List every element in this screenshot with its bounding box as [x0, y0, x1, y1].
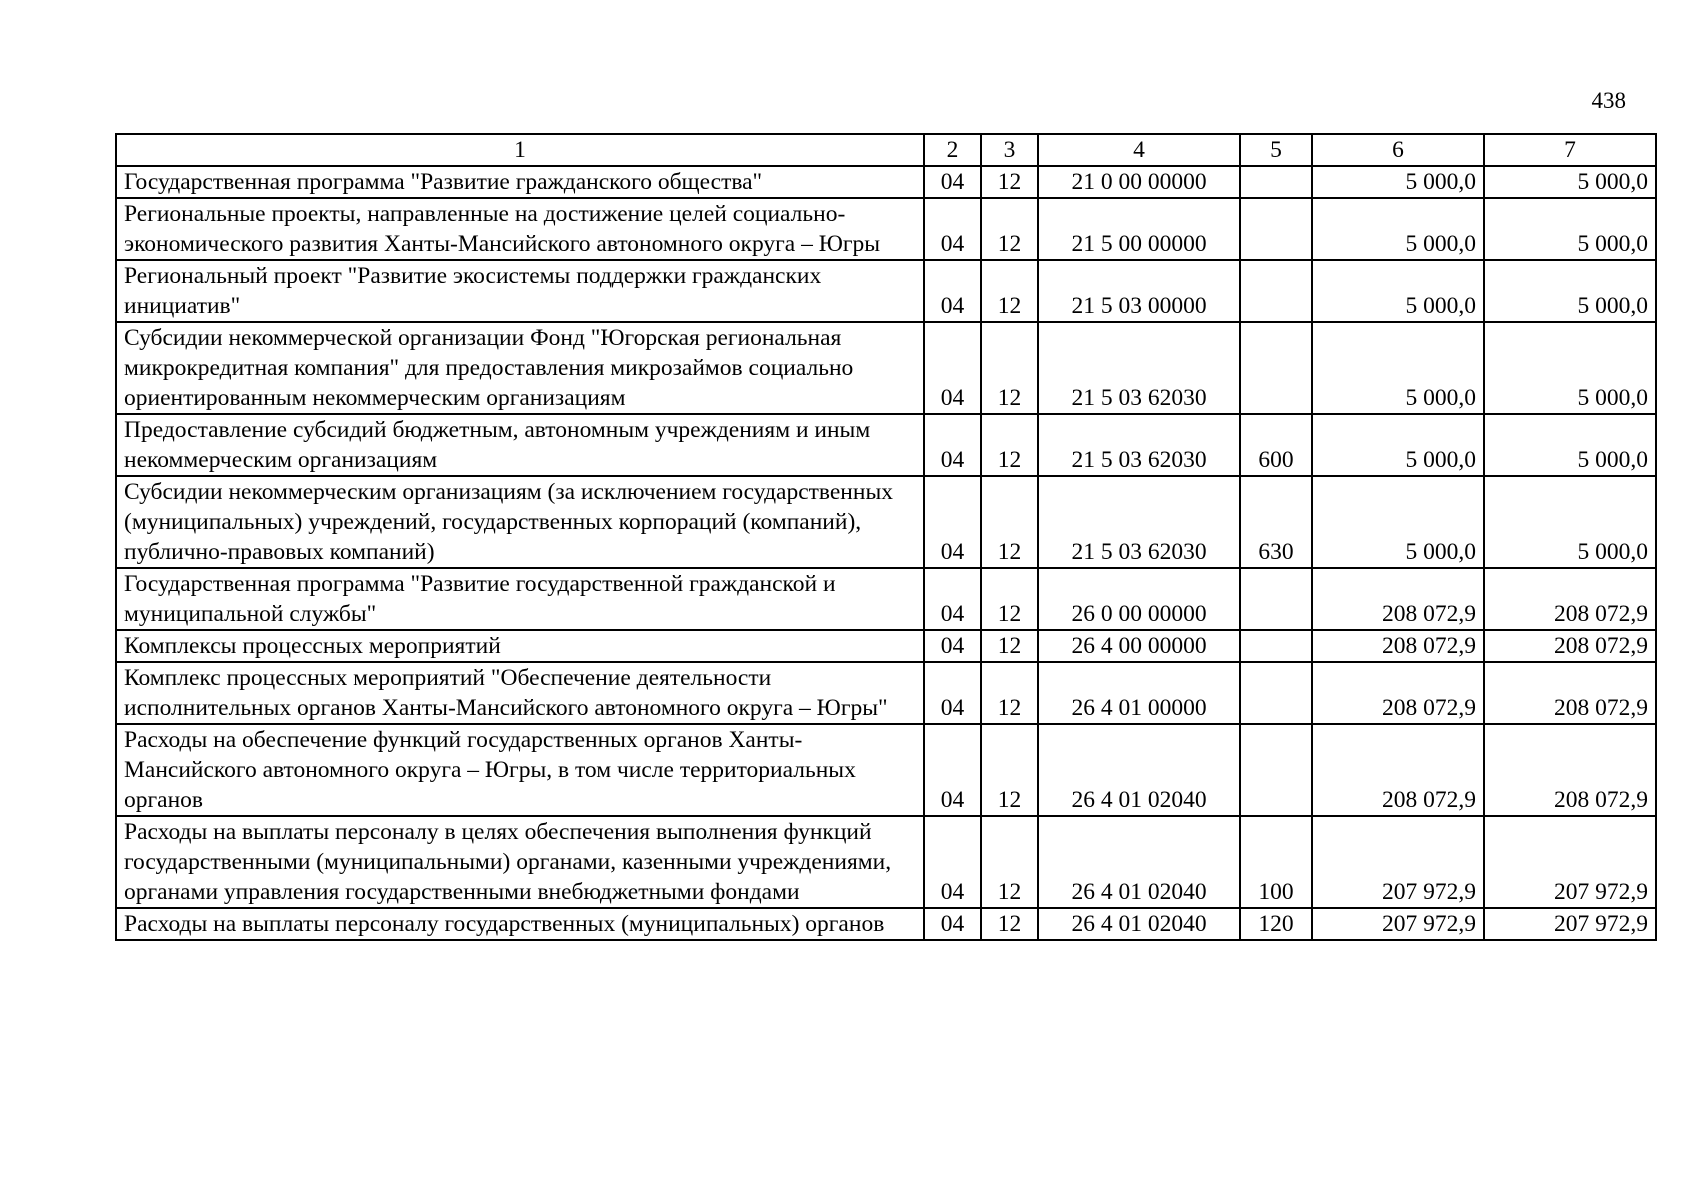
cell-amount-2: 5 000,0	[1484, 322, 1656, 414]
cell-expense-type	[1240, 260, 1312, 322]
cell-amount-1: 207 972,9	[1312, 816, 1484, 908]
cell-target-code: 26 4 01 02040	[1038, 908, 1240, 940]
cell-amount-2: 208 072,9	[1484, 662, 1656, 724]
cell-expense-type	[1240, 322, 1312, 414]
cell-amount-1: 5 000,0	[1312, 322, 1484, 414]
row-name: Предоставление субсидий бюджетным, автономным учреждениям и иным некоммерческим организациям	[116, 414, 924, 476]
cell-section: 04	[924, 414, 981, 476]
row-name: Расходы на выплаты персоналу в целях обеспечения выполнения функций государственными (муниципальными) органами, казенными учреждениями, органами управления государственными внебюджетными фондами	[116, 816, 924, 908]
table-row	[116, 322, 1656, 414]
cell-target-code: 26 4 01 02040	[1038, 816, 1240, 908]
cell-amount-1: 5 000,0	[1312, 260, 1484, 322]
row-name: Региональные проекты, направленные на достижение целей социально-экономического развития Ханты-Мансийского автономного округа – Югры	[116, 198, 924, 260]
cell-section: 04	[924, 568, 981, 630]
cell-subsection: 12	[981, 322, 1038, 414]
cell-amount-1: 208 072,9	[1312, 724, 1484, 816]
cell-target-code: 21 5 00 00000	[1038, 198, 1240, 260]
cell-amount-2: 5 000,0	[1484, 260, 1656, 322]
column-header: 5	[1240, 134, 1312, 166]
table-row	[116, 908, 1656, 940]
cell-expense-type	[1240, 662, 1312, 724]
column-header: 1	[116, 134, 924, 166]
cell-subsection: 12	[981, 630, 1038, 662]
cell-section: 04	[924, 260, 981, 322]
row-name: Расходы на выплаты персоналу государственных (муниципальных) органов	[116, 908, 924, 940]
cell-target-code: 26 4 01 02040	[1038, 724, 1240, 816]
cell-section: 04	[924, 476, 981, 568]
cell-subsection: 12	[981, 724, 1038, 816]
cell-amount-1: 5 000,0	[1312, 166, 1484, 198]
cell-amount-2: 207 972,9	[1484, 908, 1656, 940]
table-row	[116, 568, 1656, 630]
cell-section: 04	[924, 630, 981, 662]
cell-amount-2: 5 000,0	[1484, 414, 1656, 476]
cell-target-code: 26 4 01 00000	[1038, 662, 1240, 724]
cell-subsection: 12	[981, 568, 1038, 630]
page-number: 438	[1591, 88, 1626, 113]
cell-subsection: 12	[981, 198, 1038, 260]
row-name: Комплексы процессных мероприятий	[116, 630, 924, 662]
table-row	[116, 260, 1656, 322]
cell-target-code: 21 5 03 62030	[1038, 414, 1240, 476]
table-row	[116, 662, 1656, 724]
table-row	[116, 630, 1656, 662]
cell-amount-2: 5 000,0	[1484, 198, 1656, 260]
cell-subsection: 12	[981, 662, 1038, 724]
row-name: Государственная программа "Развитие гражданского общества"	[116, 166, 924, 198]
cell-amount-2: 5 000,0	[1484, 476, 1656, 568]
cell-section: 04	[924, 724, 981, 816]
cell-subsection: 12	[981, 414, 1038, 476]
column-header: 6	[1312, 134, 1484, 166]
table-row	[116, 198, 1656, 260]
cell-section: 04	[924, 816, 981, 908]
cell-amount-2: 208 072,9	[1484, 630, 1656, 662]
cell-amount-1: 5 000,0	[1312, 198, 1484, 260]
cell-expense-type: 600	[1240, 414, 1312, 476]
table-row	[116, 166, 1656, 198]
cell-expense-type	[1240, 198, 1312, 260]
table-row	[116, 414, 1656, 476]
cell-section: 04	[924, 322, 981, 414]
cell-amount-2: 208 072,9	[1484, 724, 1656, 816]
cell-expense-type: 120	[1240, 908, 1312, 940]
cell-amount-1: 207 972,9	[1312, 908, 1484, 940]
row-name: Расходы на обеспечение функций государственных органов Ханты-Мансийского автономного округа – Югры, в том числе территориальных органов	[116, 724, 924, 816]
row-name: Региональный проект "Развитие экосистемы поддержки гражданских инициатив"	[116, 260, 924, 322]
cell-section: 04	[924, 908, 981, 940]
cell-amount-2: 208 072,9	[1484, 568, 1656, 630]
row-name: Комплекс процессных мероприятий "Обеспечение деятельности исполнительных органов Ханты-Мансийского автономного округа – Югры"	[116, 662, 924, 724]
cell-amount-1: 5 000,0	[1312, 414, 1484, 476]
table-row	[116, 724, 1656, 816]
cell-target-code: 21 5 03 62030	[1038, 476, 1240, 568]
cell-target-code: 26 4 00 00000	[1038, 630, 1240, 662]
column-header: 4	[1038, 134, 1240, 166]
cell-expense-type	[1240, 166, 1312, 198]
cell-section: 04	[924, 198, 981, 260]
column-header: 7	[1484, 134, 1656, 166]
cell-amount-1: 5 000,0	[1312, 476, 1484, 568]
cell-subsection: 12	[981, 908, 1038, 940]
row-name: Субсидии некоммерческим организациям (за исключением государственных (муниципальных) учреждений, государственных корпораций (компаний), публично-правовых компаний)	[116, 476, 924, 568]
cell-target-code: 26 0 00 00000	[1038, 568, 1240, 630]
cell-section: 04	[924, 662, 981, 724]
table-row	[116, 476, 1656, 568]
table-header-row	[116, 134, 1656, 166]
cell-amount-1: 208 072,9	[1312, 568, 1484, 630]
row-name: Государственная программа "Развитие государственной гражданской и муниципальной службы"	[116, 568, 924, 630]
budget-table	[115, 133, 1657, 941]
cell-target-code: 21 5 03 00000	[1038, 260, 1240, 322]
cell-section: 04	[924, 166, 981, 198]
cell-expense-type: 100	[1240, 816, 1312, 908]
cell-expense-type	[1240, 724, 1312, 816]
row-name: Субсидии некоммерческой организации Фонд "Югорская региональная микрокредитная компания" для предоставления микрозаймов социально ориентированным некоммерческим организациям	[116, 322, 924, 414]
cell-amount-2: 5 000,0	[1484, 166, 1656, 198]
cell-amount-1: 208 072,9	[1312, 662, 1484, 724]
table-row	[116, 816, 1656, 908]
column-header: 3	[981, 134, 1038, 166]
cell-expense-type	[1240, 630, 1312, 662]
cell-subsection: 12	[981, 816, 1038, 908]
cell-subsection: 12	[981, 476, 1038, 568]
cell-amount-2: 207 972,9	[1484, 816, 1656, 908]
cell-expense-type: 630	[1240, 476, 1312, 568]
cell-subsection: 12	[981, 260, 1038, 322]
cell-expense-type	[1240, 568, 1312, 630]
cell-target-code: 21 5 03 62030	[1038, 322, 1240, 414]
cell-target-code: 21 0 00 00000	[1038, 166, 1240, 198]
cell-subsection: 12	[981, 166, 1038, 198]
column-header: 2	[924, 134, 981, 166]
cell-amount-1: 208 072,9	[1312, 630, 1484, 662]
